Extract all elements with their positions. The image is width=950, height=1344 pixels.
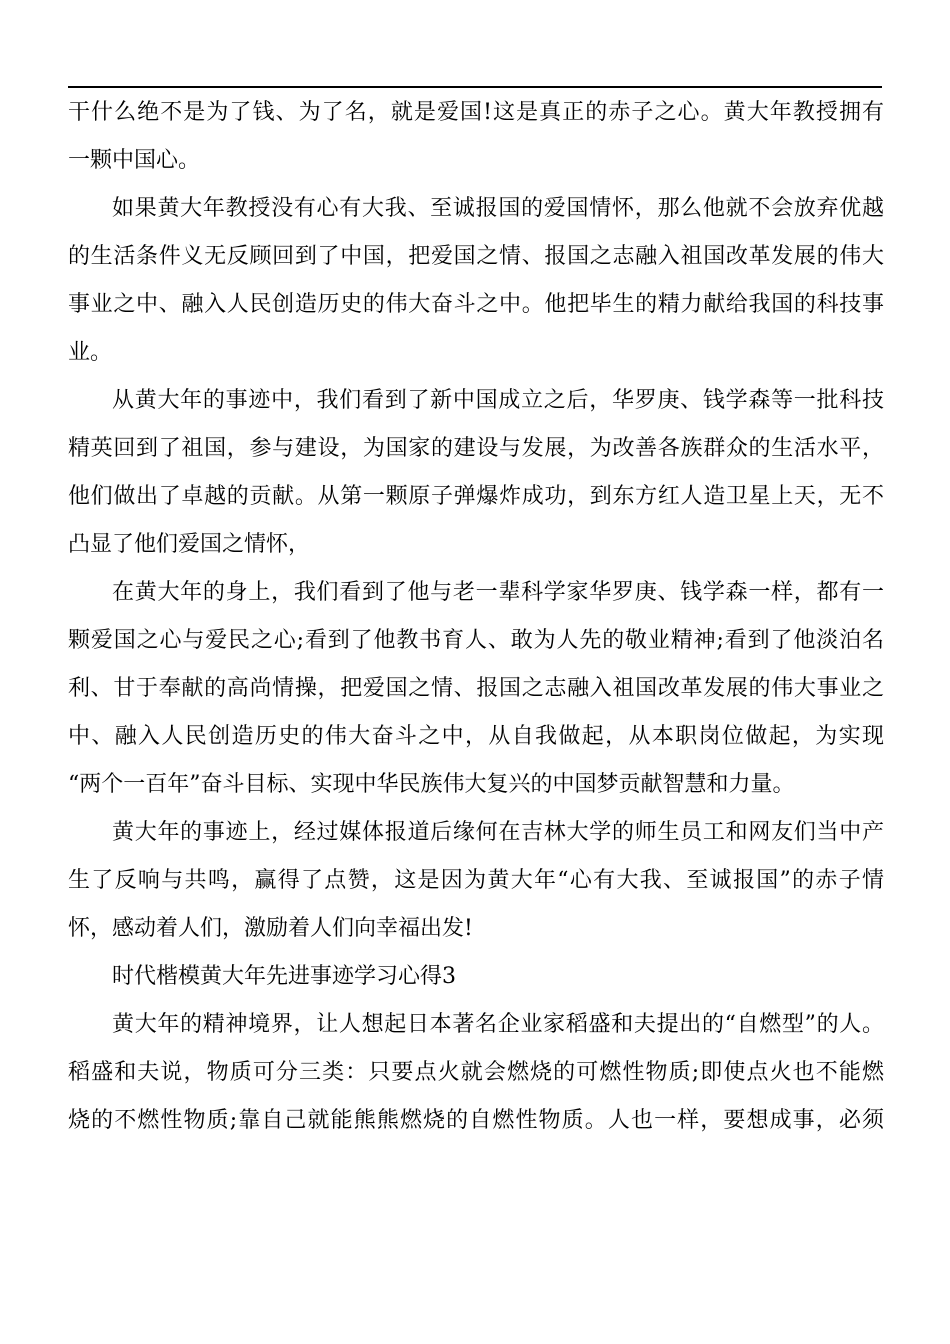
text-line: 凸显了他们爱国之情怀， [68,532,311,557]
text-line: 中、融入人民创造历史的伟大奋斗之中，从自我做起，从本职岗位做起，为实现 [68,724,884,749]
text-line: 怀，感动着人们，激励着人们向幸福出发! [68,916,473,941]
text-line: 黄大年的精神境界，让人想起日本著名企业家稻盛和夫提出的“自燃型”的人。 [112,1012,884,1037]
text-line: 生了反响与共鸣，赢得了点赞，这是因为黄大年“心有大我、至诚报国”的赤子情 [68,868,884,893]
text-line: 一颗中国心。 [68,148,201,173]
text-line: 业。 [68,340,113,365]
text-line: 精英回到了祖国，参与建设，为国家的建设与发展，为改善各族群众的生活水平， [68,436,884,461]
header-rule [68,86,882,88]
text-line: 稻盛和夫说，物质可分三类：只要点火就会燃烧的可燃性物质;即使点火也不能燃 [68,1060,884,1085]
text-line: 他们做出了卓越的贡献。从第一颗原子弹爆炸成功，到东方红人造卫星上天，无不 [68,484,884,509]
text-line: 的生活条件义无反顾回到了中国，把爱国之情、报国之志融入祖国改革发展的伟大 [68,244,884,269]
text-line: 从黄大年的事迹中，我们看到了新中国成立之后，华罗庚、钱学森等一批科技 [112,388,884,413]
text-line: “两个一百年”奋斗目标、实现中华民族伟大复兴的中国梦贡献智慧和力量。 [68,772,795,797]
text-line: 时代楷模黄大年先进事迹学习心得3 [112,964,456,989]
text-line: 事业之中、融入人民创造历史的伟大奋斗之中。他把毕生的精力献给我国的科技事 [68,292,884,317]
text-line: 颗爱国之心与爱民之心;看到了他教书育人、敢为人先的敬业精神;看到了他淡泊名 [68,628,884,653]
text-line: 利、甘于奉献的高尚情操，把爱国之情、报国之志融入祖国改革发展的伟大事业之 [68,676,884,701]
text-line: 干什么绝不是为了钱、为了名，就是爱国!这是真正的赤子之心。黄大年教授拥有 [68,100,884,125]
text-line: 烧的不燃性物质;靠自己就能熊熊燃烧的自燃性物质。人也一样，要想成事，必须 [68,1108,884,1133]
document-body [68,92,884,1148]
text-line: 黄大年的事迹上，经过媒体报道后缘何在吉林大学的师生员工和网友们当中产 [112,820,884,845]
text-line: 如果黄大年教授没有心有大我、至诚报国的爱国情怀，那么他就不会放弃优越 [112,196,884,221]
text-line: 在黄大年的身上，我们看到了他与老一辈科学家华罗庚、钱学森一样，都有一 [112,580,884,605]
